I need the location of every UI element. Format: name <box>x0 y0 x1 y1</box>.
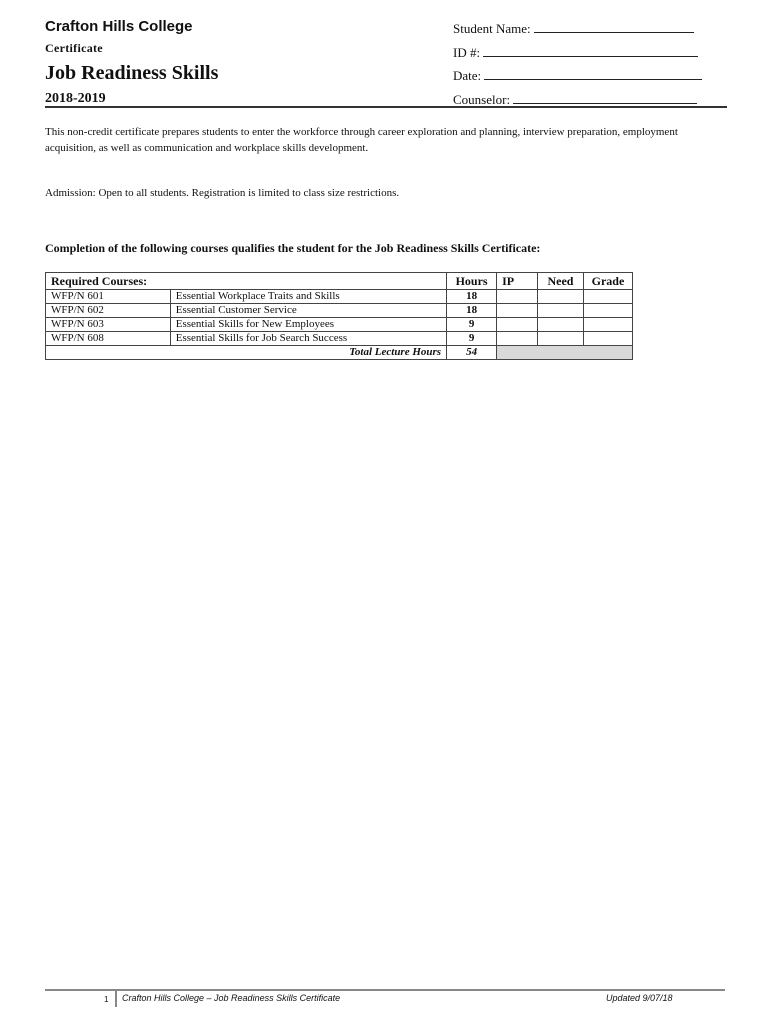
required-courses-table <box>45 272 633 360</box>
table-header-row <box>46 273 633 290</box>
course-title: Essential Workplace Traits and Skills <box>170 290 446 304</box>
table-row <box>46 304 633 318</box>
need-header: Need <box>538 273 584 290</box>
counselor-line[interactable] <box>513 91 697 104</box>
student-info-fields <box>453 20 702 114</box>
total-lecture-hours-label: Total Lecture Hours <box>46 346 447 360</box>
course-code: WFP/N 608 <box>46 332 171 346</box>
footer-title: Crafton Hills College – Job Readiness Skills Certificate <box>122 993 341 1003</box>
total-row <box>46 346 633 360</box>
academic-year: 2018-2019 <box>45 91 106 106</box>
table-row <box>46 332 633 346</box>
grade-header: Grade <box>583 273 632 290</box>
intro-paragraph: This non-credit certificate prepares students to enter the workforce through career exploration and planning, interview preparation, employment acquisition, as well as communication and workplace skills development. <box>45 126 678 154</box>
counselor-field[interactable] <box>453 91 702 115</box>
need-cell[interactable] <box>538 304 584 318</box>
grade-cell[interactable] <box>583 318 632 332</box>
id-line[interactable] <box>483 44 698 57</box>
course-title: Essential Customer Service <box>170 304 446 318</box>
course-hours: 18 <box>447 290 497 304</box>
college-name: Crafton Hills College <box>45 18 193 35</box>
student-name-line[interactable] <box>534 20 694 33</box>
course-title: Essential Skills for New Employees <box>170 318 446 332</box>
ip-header: IP <box>497 273 538 290</box>
completion-heading: Completion of the following courses qualifies the student for the Job Readiness Skills Certificate: <box>45 241 541 255</box>
ip-cell[interactable] <box>497 318 538 332</box>
program-title: Job Readiness Skills <box>45 62 219 84</box>
page-number-divider <box>115 991 117 1007</box>
course-hours: 9 <box>447 332 497 346</box>
course-code: WFP/N 603 <box>46 318 171 332</box>
grade-cell[interactable] <box>583 290 632 304</box>
need-cell[interactable] <box>538 332 584 346</box>
course-hours: 9 <box>447 318 497 332</box>
grade-cell[interactable] <box>583 332 632 346</box>
required-courses-header: Required Courses: <box>46 273 447 290</box>
student-name-field[interactable] <box>453 20 702 44</box>
table-row <box>46 318 633 332</box>
need-cell[interactable] <box>538 318 584 332</box>
course-code: WFP/N 601 <box>46 290 171 304</box>
course-code: WFP/N 602 <box>46 304 171 318</box>
id-field[interactable] <box>453 44 702 68</box>
admission-text: Admission: Open to all students. Registration is limited to class size restrictions. <box>45 187 400 199</box>
header-left <box>45 18 218 107</box>
date-label: Date: <box>453 68 482 83</box>
id-label: ID #: <box>453 44 481 60</box>
table-row <box>46 290 633 304</box>
counselor-label: Counselor: <box>453 91 511 107</box>
page-number: 1 <box>104 995 109 1004</box>
total-shaded-cell <box>497 346 633 360</box>
grade-cell[interactable] <box>583 304 632 318</box>
student-name-label: Student Name: <box>453 21 531 36</box>
need-cell[interactable] <box>538 290 584 304</box>
date-line[interactable] <box>484 67 702 80</box>
course-hours: 18 <box>447 304 497 318</box>
date-field[interactable] <box>453 67 702 91</box>
total-lecture-hours-value: 54 <box>447 346 497 360</box>
footer-divider <box>45 989 725 991</box>
header-divider <box>45 106 727 108</box>
course-title: Essential Skills for Job Search Success <box>170 332 446 346</box>
certificate-label: Certificate <box>45 41 103 55</box>
hours-header: Hours <box>447 273 497 290</box>
ip-cell[interactable] <box>497 304 538 318</box>
ip-cell[interactable] <box>497 290 538 304</box>
ip-cell[interactable] <box>497 332 538 346</box>
footer-updated: Updated 9/07/18 <box>606 993 673 1003</box>
